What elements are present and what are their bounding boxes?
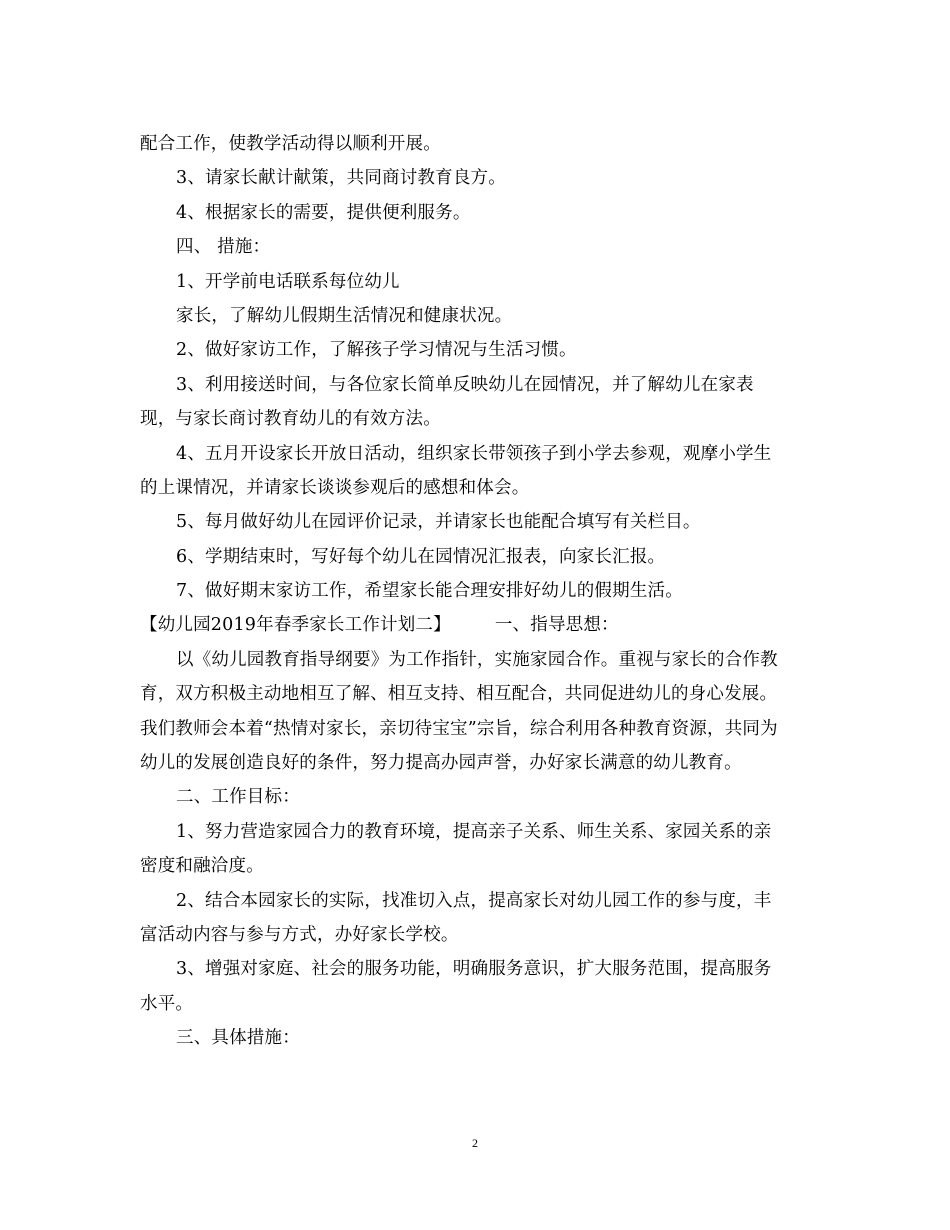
paragraph-line: 4、根据家长的需要，提供便利服务。 <box>176 202 471 223</box>
plan-two-title: 【幼儿园2019年春季家长工作计划二】 <box>140 615 451 636</box>
document-body <box>140 127 812 1056</box>
paragraph-line: 1、努力营造家园合力的教育环境，提高亲子关系、师生关系、家园关系的亲 <box>176 821 772 842</box>
paragraph-line: 我们教师会本着“热情对家长，亲切待宝宝”宗旨，综合利用各种教育资源，共同为 <box>140 718 778 739</box>
paragraph-line: 2、做好家访工作，了解孩子学习情况与生活习惯。 <box>176 340 577 361</box>
section-heading-measures: 四、 措施： <box>176 237 271 258</box>
paragraph-line: 现，与家长商讨教育幼儿的有效方法。 <box>140 409 441 430</box>
paragraph-line: 2、结合本园家长的实际，找准切入点，提高家长对幼儿园工作的参与度，丰 <box>176 890 772 911</box>
paragraph-line: 5、每月做好幼儿在园评价记录，并请家长也能配合填写有关栏目。 <box>176 512 701 533</box>
paragraph-line: 密度和融洽度。 <box>140 856 264 877</box>
paragraph-line: 4、五月开设家长开放日活动，组织家长带领孩子到小学去参观，观摩小学生 <box>176 443 772 464</box>
paragraph-line: 3、增强对家庭、社会的服务功能，明确服务意识，扩大服务范围，提高服务 <box>176 959 772 980</box>
guiding-thought-heading: 一、指导思想： <box>494 615 619 636</box>
paragraph-line: 7、做好期末家访工作，希望家长能合理安排好幼儿的假期生活。 <box>176 581 683 602</box>
section-heading-specific-measures: 三、具体措施： <box>176 1028 300 1049</box>
paragraph-line: 家长，了解幼儿假期生活情况和健康状况。 <box>176 305 513 326</box>
paragraph-line: 配合工作，使教学活动得以顺利开展。 <box>140 134 441 154</box>
paragraph-line: 水平。 <box>140 993 194 1014</box>
page-number: 2 <box>472 1136 478 1150</box>
paragraph-line: 的上课情况，并请家长谈谈参观后的感想和体会。 <box>140 477 530 498</box>
paragraph-line: 3、请家长献计献策，共同商讨教育良方。 <box>176 168 506 189</box>
paragraph-line: 育，双方积极主动地相互了解、相互支持、相互配合，共同促进幼儿的身心发展。 <box>140 684 778 705</box>
paragraph-line: 6、学期结束时，写好每个幼儿在园情况汇报表，向家长汇报。 <box>176 546 666 567</box>
paragraph-line: 1、开学前电话联系每位幼儿 <box>176 271 400 292</box>
paragraph-line: 幼儿的发展创造良好的条件，努力提高办园声誉，办好家长满意的幼儿教育。 <box>140 753 742 774</box>
section-heading-plan-two <box>140 608 812 642</box>
paragraph-line: 3、利用接送时间，与各位家长简单反映幼儿在园情况，并了解幼儿在家表 <box>176 374 754 395</box>
paragraph-line: 富活动内容与参与方式，办好家长学校。 <box>140 924 459 945</box>
section-heading-goals: 二、工作目标： <box>176 787 300 808</box>
paragraph-line: 以《幼儿园教育指导纲要》为工作指针，实施家园合作。重视与家长的合作教 <box>176 649 778 670</box>
